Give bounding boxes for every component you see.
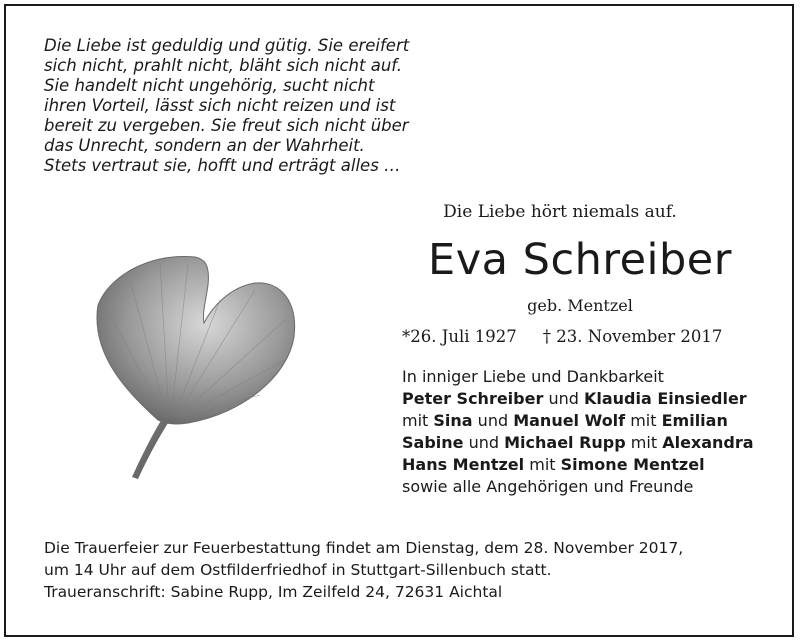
mourner-name: Manuel Wolf	[513, 411, 626, 430]
ginkgo-leaf-icon	[70, 245, 310, 485]
birth-name: geb. Mentzel	[527, 296, 633, 315]
mourner-name: Hans Mentzel	[402, 455, 525, 474]
quote-line: bereit zu vergeben. Sie freut sich nicht über	[44, 116, 409, 135]
mourner-name: Sina	[433, 411, 473, 430]
mourners-intro: In inniger Liebe und Dankbarkeit	[402, 367, 664, 386]
connector-text: mit	[625, 411, 662, 430]
mourners-block	[402, 366, 782, 498]
quote-line: Sie handelt nicht ungehörig, sucht nicht	[44, 76, 375, 95]
mourner-line	[402, 410, 782, 432]
mourner-name: Alexandra	[662, 433, 754, 452]
mourning-address: Traueranschrift: Sabine Rupp, Im Zeilfeld 24, 72631 Aichtal	[44, 583, 503, 601]
motto: Die Liebe hört niemals auf.	[443, 202, 677, 222]
quote-line: Die Liebe ist geduldig und gütig. Sie ereifert	[44, 36, 410, 55]
mourner-line	[402, 432, 782, 454]
connector-text: mit	[625, 433, 663, 452]
mourner-name: Sabine	[402, 433, 464, 452]
funeral-info-line: Die Trauerfeier zur Feuerbestattung findet am Dienstag, dem 28. November 2017,	[44, 539, 684, 557]
death-date: † 23. November 2017	[542, 327, 723, 346]
mourner-name: Klaudia Einsiedler	[583, 389, 747, 408]
mourner-line	[402, 388, 782, 410]
life-dates	[402, 327, 762, 346]
connector-text: und	[543, 389, 584, 408]
mourner-line	[402, 454, 782, 476]
funeral-info-line: um 14 Uhr auf dem Ostfilderfriedhof in Stuttgart-Sillenbuch statt.	[44, 561, 552, 579]
mourner-name: Michael Rupp	[504, 433, 626, 452]
quote-line: das Unrecht, sondern an der Wahrheit.	[44, 136, 365, 155]
funeral-info	[44, 537, 774, 603]
birth-date: *26. Juli 1927	[402, 327, 517, 346]
mourner-name: Simone Mentzel	[560, 455, 705, 474]
connector-text: mit	[402, 411, 434, 430]
quote-line: sich nicht, prahlt nicht, bläht sich nicht auf.	[44, 56, 403, 75]
bible-quote	[44, 36, 424, 176]
mourner-name: Emilian	[661, 411, 728, 430]
deceased-name: Eva Schreiber	[428, 235, 732, 285]
mourners-outro: sowie alle Angehörigen und Freunde	[402, 477, 694, 496]
connector-text: mit	[524, 455, 561, 474]
connector-text: und	[463, 433, 505, 452]
connector-text: und	[472, 411, 514, 430]
quote-line: ihren Vorteil, lässt sich nicht reizen und ist	[44, 96, 396, 115]
quote-line: Stets vertraut sie, hofft und erträgt alles …	[44, 156, 401, 175]
mourner-name: Peter Schreiber	[402, 389, 544, 408]
